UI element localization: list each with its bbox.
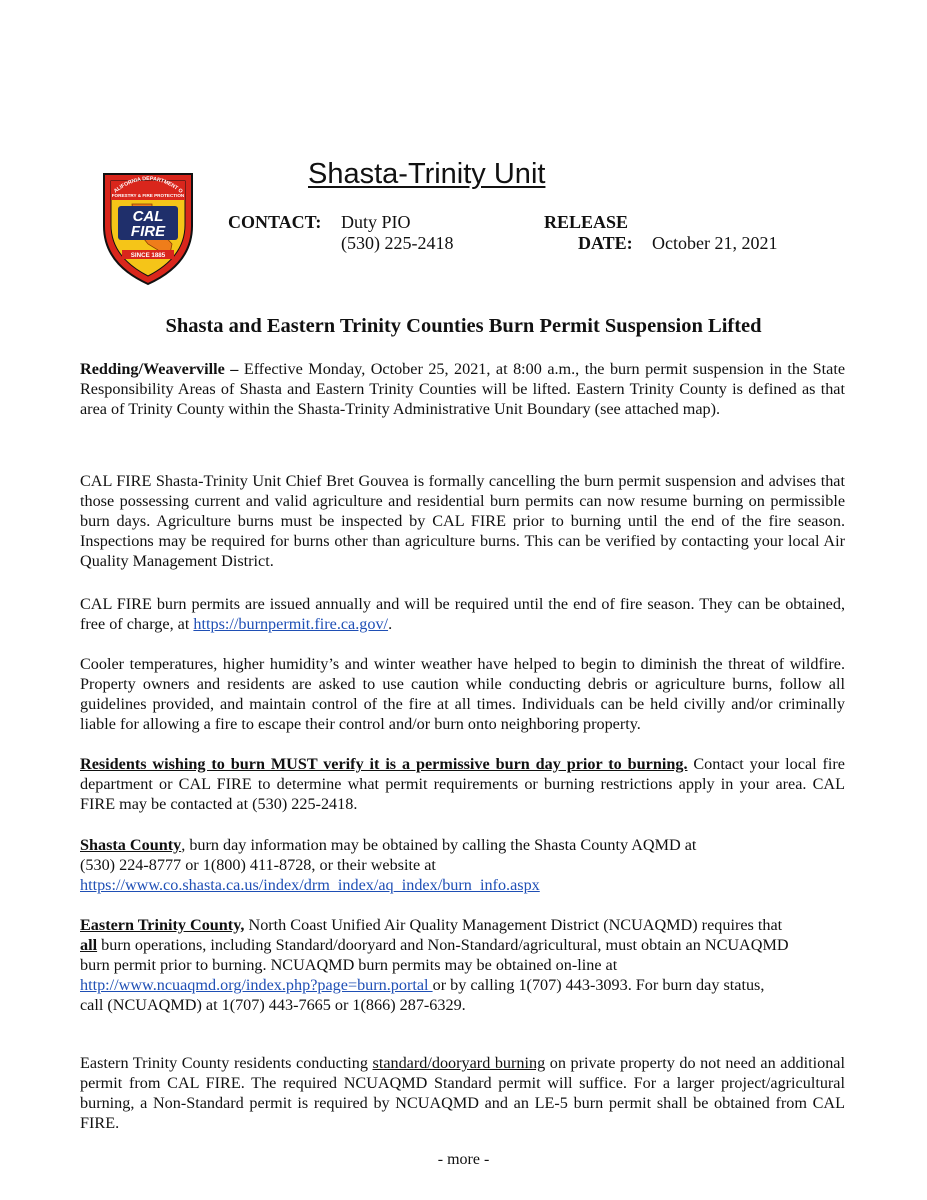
intro-text: Effective Monday, October 25, 2021, at 8:00 a.m., the burn permit suspension in the State Responsibility Areas of Shasta and Eastern Trinity Counties will be lifted. Eastern Trinity County is defined as that area of Trinity County within the Shasta-Trinity Administrative Unit Boundary (see attached map). (80, 360, 845, 418)
contact-name: Duty PIO (341, 212, 411, 232)
unit-title: Shasta-Trinity Unit (308, 158, 546, 190)
shasta-aqmd-link[interactable]: https://www.co.shasta.ca.us/index/drm_index/aq_index/burn_info.aspx (80, 876, 540, 894)
paragraph-verify (80, 754, 845, 814)
ncuaqmd-link[interactable]: http://www.ncuaqmd.org/index.php?page=burn.portal (80, 976, 433, 994)
date-label: DATE: (578, 233, 633, 253)
trinity-text1: North Coast Unified Air Quality Management District (NCUAQMD) requires that (244, 916, 783, 934)
shasta-lead: Shasta County (80, 836, 182, 854)
logo-since: SINCE 1885 (130, 252, 166, 259)
verify-text: Contact your local fire department or CAL FIRE to determine what permit requirements or burning restrictions apply in your area. CAL FIRE may be contacted at (530) 225-2418. (80, 755, 845, 813)
contact-phone: (530) 225-2418 (341, 233, 454, 253)
logo-word-fire: FIRE (130, 223, 166, 240)
contact-label: CONTACT: (228, 212, 322, 232)
dateline: Redding/Weaverville – (80, 360, 239, 378)
paragraph-weather: Cooler temperatures, higher humidity’s and winter weather have helped to begin to diminish the threat of wildfire. Property owners and residents are asked to use caution while conducting debris or agriculture burns, follow all guidelines provided, and maintain control of the fire at all times. Individuals can be held civilly and/or criminally liable for allowing a fire to escape their control and/or burn onto neighboring property. (80, 655, 845, 733)
release-date: October 21, 2021 (652, 233, 778, 253)
logo-text-line1: ALIFORNIA DEPARTMENT O (112, 175, 184, 195)
trinity-line4 (80, 975, 764, 995)
cal-fire-logo (100, 164, 196, 286)
trinity-line2 (80, 935, 789, 955)
shasta-text1: , burn day information may be obtained by calling the Shasta County AQMD at (181, 836, 697, 854)
more-footer: - more - (437, 1151, 490, 1168)
paragraph-chief: CAL FIRE Shasta-Trinity Unit Chief Bret Gouvea is formally cancelling the burn permit suspension and advises that those possessing current and valid agriculture and residential burn permits can now resume burning on permissible burn days. Agriculture burns must be inspected by CAL FIRE prior to burning until the end of the fire season. Inspections may be required for burns other than agriculture burns. This can be verified by contacting your local Air Quality Management District. (80, 472, 845, 570)
trinity-text4: or by calling 1(707) 443-3093. For burn day status, (432, 976, 765, 994)
burnpermit-link[interactable]: https://burnpermit.fire.ca.gov/ (193, 615, 389, 633)
trinity-line3: burn permit prior to burning. NCUAQMD burn permits may be obtained on-line at (80, 956, 618, 974)
shasta-line2: (530) 224-8777 or 1(800) 411-8728, or their website at (80, 856, 436, 874)
trinity-line5: call (NCUAQMD) at 1(707) 443-7665 or 1(866) 287-6329. (80, 996, 466, 1014)
trinity-line1 (80, 915, 782, 935)
paragraph-intro (80, 359, 845, 419)
trinity-all: all (80, 936, 98, 954)
trinity-text2: burn operations, including Standard/dooryard and Non-Standard/agricultural, must obtain an NCUAQMD (97, 936, 789, 954)
paragraph-dooryard (80, 1053, 845, 1133)
shasta-line3 (80, 875, 540, 895)
dooryard-text2: on private property do not need an additional permit from CAL FIRE. The required NCUAQMD Standard permit will suffice. For a larger project/agricultural burning, a Non-Standard permit is required by NCUAQMD and an LE-5 burn permit shall be obtained from CAL FIRE. (80, 1054, 845, 1132)
permits-text: CAL FIRE burn permits are issued annually and will be required until the end of fire season. They can be obtained, free of charge, at (80, 595, 845, 633)
release-label: RELEASE (544, 212, 629, 232)
logo-text-line2: FORESTRY & FIRE PROTECTION (111, 193, 185, 198)
paragraph-permits (80, 594, 845, 634)
dooryard-underlined: standard/dooryard burning (372, 1054, 546, 1072)
permits-tail: . (388, 615, 393, 633)
logo-word-cal: CAL (132, 208, 164, 225)
verify-lead: Residents wishing to burn MUST verify it is a permissive burn day prior to burning. (80, 755, 688, 773)
trinity-lead: Eastern Trinity County, (80, 916, 245, 934)
headline: Shasta and Eastern Trinity Counties Burn Permit Suspension Lifted (165, 315, 762, 337)
dooryard-text1: Eastern Trinity County residents conducting (80, 1054, 373, 1072)
shasta-line1 (80, 835, 696, 855)
